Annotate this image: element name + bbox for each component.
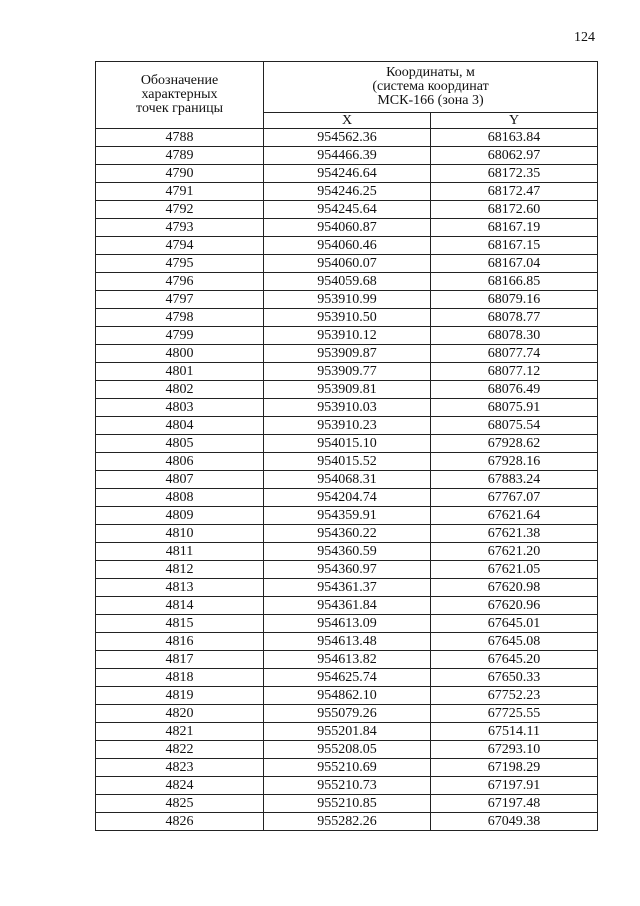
x-coordinate-cell: 955282.26	[264, 813, 431, 831]
table-row	[96, 705, 598, 723]
point-id-cell: 4818	[96, 669, 264, 687]
y-coordinate-cell: 67928.62	[431, 435, 598, 453]
x-coordinate-cell: 954361.84	[264, 597, 431, 615]
point-id-cell: 4812	[96, 561, 264, 579]
point-id-cell: 4810	[96, 525, 264, 543]
y-coordinate-cell: 68172.47	[431, 183, 598, 201]
x-coordinate-cell: 954060.87	[264, 219, 431, 237]
point-id-cell: 4803	[96, 399, 264, 417]
x-coordinate-cell: 954015.52	[264, 453, 431, 471]
point-id-cell: 4824	[96, 777, 264, 795]
y-coordinate-cell: 68079.16	[431, 291, 598, 309]
point-id-cell: 4807	[96, 471, 264, 489]
table-row	[96, 579, 598, 597]
x-coordinate-cell: 953910.99	[264, 291, 431, 309]
page-number: 124	[574, 30, 595, 45]
table-row	[96, 687, 598, 705]
point-id-cell: 4806	[96, 453, 264, 471]
y-coordinate-cell: 67621.05	[431, 561, 598, 579]
x-coordinate-cell: 954613.82	[264, 651, 431, 669]
table-row	[96, 291, 598, 309]
x-coordinate-cell: 954015.10	[264, 435, 431, 453]
x-column-header: X	[264, 113, 431, 129]
point-id-cell: 4811	[96, 543, 264, 561]
y-coordinate-cell: 68172.60	[431, 201, 598, 219]
x-coordinate-cell: 953910.23	[264, 417, 431, 435]
point-id-cell: 4821	[96, 723, 264, 741]
y-coordinate-cell: 67620.98	[431, 579, 598, 597]
y-coordinate-cell: 67197.48	[431, 795, 598, 813]
y-coordinate-cell: 67883.24	[431, 471, 598, 489]
y-coordinate-cell: 68077.12	[431, 363, 598, 381]
x-coordinate-cell: 955210.85	[264, 795, 431, 813]
y-coordinate-cell: 68163.84	[431, 129, 598, 147]
table-header	[96, 62, 598, 129]
point-id-cell: 4802	[96, 381, 264, 399]
x-coordinate-cell: 953909.77	[264, 363, 431, 381]
x-coordinate-cell: 954613.48	[264, 633, 431, 651]
y-coordinate-cell: 68078.77	[431, 309, 598, 327]
table-row	[96, 723, 598, 741]
table-row	[96, 543, 598, 561]
table-row	[96, 345, 598, 363]
table-row	[96, 255, 598, 273]
point-id-cell: 4816	[96, 633, 264, 651]
point-id-cell: 4817	[96, 651, 264, 669]
table-row	[96, 525, 598, 543]
header-line: Координаты, м	[386, 65, 475, 80]
x-coordinate-cell: 955210.69	[264, 759, 431, 777]
x-coordinate-cell: 954360.22	[264, 525, 431, 543]
point-id-cell: 4792	[96, 201, 264, 219]
x-coordinate-cell: 954246.64	[264, 165, 431, 183]
point-id-cell: 4805	[96, 435, 264, 453]
y-coordinate-cell: 68076.49	[431, 381, 598, 399]
y-coordinate-cell: 67620.96	[431, 597, 598, 615]
y-coordinate-cell: 68172.35	[431, 165, 598, 183]
x-coordinate-cell: 954359.91	[264, 507, 431, 525]
x-coordinate-cell: 953910.50	[264, 309, 431, 327]
y-coordinate-cell: 68078.30	[431, 327, 598, 345]
y-coordinate-cell: 67293.10	[431, 741, 598, 759]
y-coordinate-cell: 67198.29	[431, 759, 598, 777]
table-row	[96, 597, 598, 615]
x-coordinate-cell: 955210.73	[264, 777, 431, 795]
x-coordinate-cell: 954068.31	[264, 471, 431, 489]
point-id-cell: 4795	[96, 255, 264, 273]
y-coordinate-cell: 68167.19	[431, 219, 598, 237]
point-id-cell: 4822	[96, 741, 264, 759]
header-line: (система координат	[372, 79, 489, 94]
table-row	[96, 201, 598, 219]
table-row	[96, 741, 598, 759]
y-coordinate-cell: 67645.01	[431, 615, 598, 633]
y-coordinate-cell: 68167.04	[431, 255, 598, 273]
y-coordinate-cell: 67645.08	[431, 633, 598, 651]
x-coordinate-cell: 954204.74	[264, 489, 431, 507]
y-column-header: Y	[431, 113, 598, 129]
x-coordinate-cell: 954059.68	[264, 273, 431, 291]
y-coordinate-cell: 67049.38	[431, 813, 598, 831]
y-coordinate-cell: 68075.91	[431, 399, 598, 417]
table-row	[96, 561, 598, 579]
y-coordinate-cell: 68166.85	[431, 273, 598, 291]
point-id-cell: 4798	[96, 309, 264, 327]
x-coordinate-cell: 953909.81	[264, 381, 431, 399]
table-row	[96, 237, 598, 255]
table-row	[96, 507, 598, 525]
table-row	[96, 777, 598, 795]
y-coordinate-cell: 67514.11	[431, 723, 598, 741]
table-row	[96, 435, 598, 453]
x-coordinate-cell: 954060.07	[264, 255, 431, 273]
point-id-cell: 4796	[96, 273, 264, 291]
point-id-cell: 4815	[96, 615, 264, 633]
y-coordinate-cell: 67197.91	[431, 777, 598, 795]
table-row	[96, 363, 598, 381]
table-row	[96, 183, 598, 201]
header-line: точек границы	[136, 101, 223, 116]
point-id-cell: 4825	[96, 795, 264, 813]
table-row	[96, 669, 598, 687]
x-coordinate-cell: 954862.10	[264, 687, 431, 705]
point-id-cell: 4799	[96, 327, 264, 345]
point-id-cell: 4794	[96, 237, 264, 255]
table-row	[96, 759, 598, 777]
x-coordinate-cell: 953910.12	[264, 327, 431, 345]
table-row	[96, 813, 598, 831]
y-coordinate-cell: 67621.20	[431, 543, 598, 561]
point-id-cell: 4801	[96, 363, 264, 381]
point-id-cell: 4788	[96, 129, 264, 147]
point-id-cell: 4823	[96, 759, 264, 777]
x-coordinate-cell: 953909.87	[264, 345, 431, 363]
point-id-cell: 4826	[96, 813, 264, 831]
x-coordinate-cell: 954246.25	[264, 183, 431, 201]
y-coordinate-cell: 67767.07	[431, 489, 598, 507]
table-row	[96, 327, 598, 345]
table-row	[96, 273, 598, 291]
x-coordinate-cell: 954360.59	[264, 543, 431, 561]
point-id-cell: 4797	[96, 291, 264, 309]
table-row	[96, 417, 598, 435]
table-row	[96, 381, 598, 399]
table-row	[96, 633, 598, 651]
point-id-cell: 4790	[96, 165, 264, 183]
header-line: Обозначение	[140, 73, 219, 88]
x-coordinate-cell: 954361.37	[264, 579, 431, 597]
x-coordinate-cell: 954562.36	[264, 129, 431, 147]
y-coordinate-cell: 67645.20	[431, 651, 598, 669]
y-coordinate-cell: 68167.15	[431, 237, 598, 255]
y-coordinate-cell: 67621.64	[431, 507, 598, 525]
y-coordinate-cell: 67650.33	[431, 669, 598, 687]
x-coordinate-cell: 954466.39	[264, 147, 431, 165]
table-row	[96, 165, 598, 183]
y-coordinate-cell: 67621.38	[431, 525, 598, 543]
table-body	[96, 129, 598, 831]
y-coordinate-cell: 68075.54	[431, 417, 598, 435]
table-row	[96, 795, 598, 813]
table-row	[96, 651, 598, 669]
point-id-cell: 4804	[96, 417, 264, 435]
x-coordinate-cell: 953910.03	[264, 399, 431, 417]
point-id-cell: 4808	[96, 489, 264, 507]
table-row	[96, 471, 598, 489]
table-row	[96, 309, 598, 327]
table-row	[96, 129, 598, 147]
header-line: характерных	[141, 87, 218, 102]
x-coordinate-cell: 954245.64	[264, 201, 431, 219]
table-row	[96, 489, 598, 507]
x-coordinate-cell: 955201.84	[264, 723, 431, 741]
y-coordinate-cell: 67725.55	[431, 705, 598, 723]
y-coordinate-cell: 68077.74	[431, 345, 598, 363]
points-column-header	[96, 62, 264, 129]
point-id-cell: 4809	[96, 507, 264, 525]
coordinates-table	[95, 61, 598, 831]
point-id-cell: 4789	[96, 147, 264, 165]
point-id-cell: 4800	[96, 345, 264, 363]
table-row	[96, 147, 598, 165]
point-id-cell: 4820	[96, 705, 264, 723]
point-id-cell: 4819	[96, 687, 264, 705]
x-coordinate-cell: 954360.97	[264, 561, 431, 579]
coordinates-group-header	[264, 62, 598, 113]
x-coordinate-cell: 954060.46	[264, 237, 431, 255]
point-id-cell: 4814	[96, 597, 264, 615]
header-line: МСК-166 (зона 3)	[377, 93, 484, 108]
y-coordinate-cell: 67928.16	[431, 453, 598, 471]
point-id-cell: 4813	[96, 579, 264, 597]
y-coordinate-cell: 67752.23	[431, 687, 598, 705]
x-coordinate-cell: 955079.26	[264, 705, 431, 723]
table-row	[96, 615, 598, 633]
y-coordinate-cell: 68062.97	[431, 147, 598, 165]
table-row	[96, 219, 598, 237]
point-id-cell: 4793	[96, 219, 264, 237]
table-row	[96, 453, 598, 471]
x-coordinate-cell: 954613.09	[264, 615, 431, 633]
x-coordinate-cell: 955208.05	[264, 741, 431, 759]
table-row	[96, 399, 598, 417]
point-id-cell: 4791	[96, 183, 264, 201]
x-coordinate-cell: 954625.74	[264, 669, 431, 687]
